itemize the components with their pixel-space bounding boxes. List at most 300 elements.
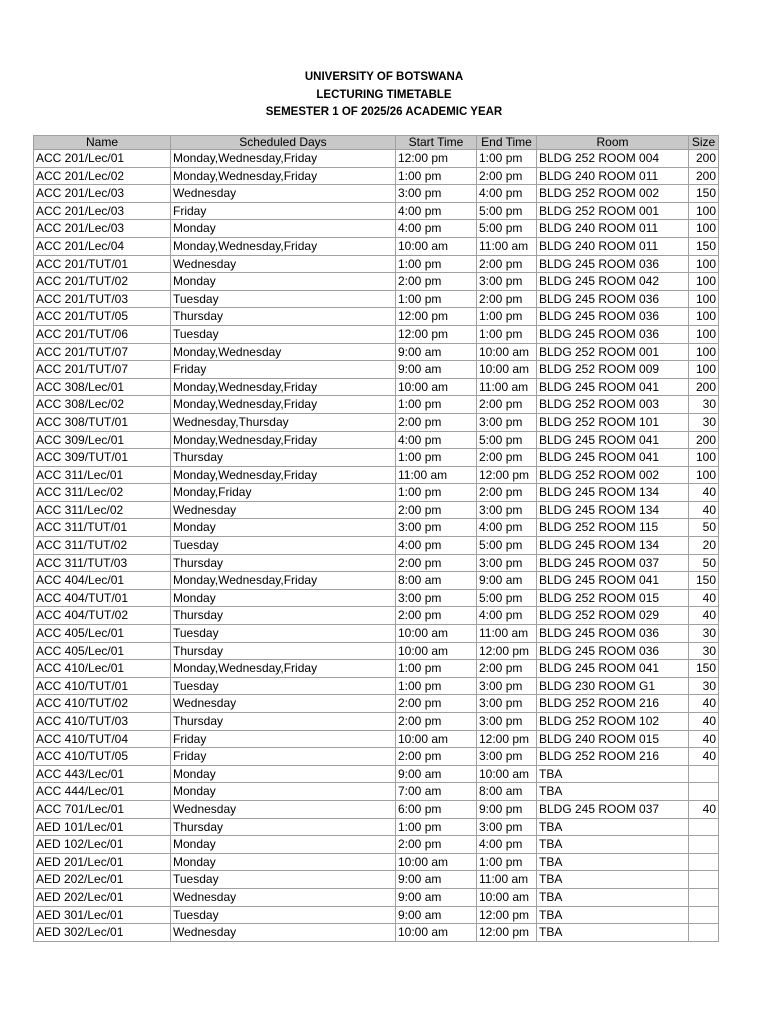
end-time-cell: 2:00 pm (477, 167, 537, 185)
start-time-cell: 4:00 pm (396, 431, 477, 449)
size-cell: 100 (689, 343, 719, 361)
room-cell: BLDG 245 ROOM 041 (537, 449, 689, 467)
end-time-cell: 2:00 pm (477, 484, 537, 502)
start-time-cell: 1:00 pm (396, 396, 477, 414)
scheduled-days-cell: Tuesday (171, 677, 396, 695)
course-name-cell: AED 102/Lec/01 (34, 836, 171, 854)
course-name-cell: ACC 201/TUT/06 (34, 325, 171, 343)
start-time-cell: 10:00 am (396, 853, 477, 871)
table-row (34, 607, 719, 625)
end-time-cell: 10:00 am (477, 765, 537, 783)
end-time-cell: 12:00 pm (477, 642, 537, 660)
course-name-cell: AED 101/Lec/01 (34, 818, 171, 836)
room-cell: BLDG 252 ROOM 003 (537, 396, 689, 414)
table-row (34, 906, 719, 924)
course-name-cell: ACC 311/TUT/03 (34, 554, 171, 572)
table-row (34, 255, 719, 273)
course-name-cell: ACC 201/TUT/02 (34, 273, 171, 291)
room-cell: BLDG 252 ROOM 115 (537, 519, 689, 537)
scheduled-days-cell: Wednesday (171, 185, 396, 203)
end-time-cell: 4:00 pm (477, 836, 537, 854)
scheduled-days-cell: Monday,Wednesday,Friday (171, 396, 396, 414)
size-cell (689, 906, 719, 924)
start-time-cell: 1:00 pm (396, 660, 477, 678)
size-cell: 40 (689, 501, 719, 519)
course-name-cell: ACC 201/TUT/03 (34, 290, 171, 308)
scheduled-days-cell: Thursday (171, 449, 396, 467)
room-cell: TBA (537, 924, 689, 942)
start-time-cell: 10:00 am (396, 730, 477, 748)
course-name-cell: AED 302/Lec/01 (34, 924, 171, 942)
course-name-cell: ACC 404/TUT/02 (34, 607, 171, 625)
start-time-cell: 1:00 pm (396, 255, 477, 273)
table-row (34, 325, 719, 343)
scheduled-days-cell: Wednesday (171, 924, 396, 942)
start-time-cell: 11:00 am (396, 466, 477, 484)
course-name-cell: ACC 201/Lec/03 (34, 202, 171, 220)
course-name-cell: ACC 410/TUT/03 (34, 713, 171, 731)
room-cell: BLDG 245 ROOM 036 (537, 642, 689, 660)
size-cell: 30 (689, 396, 719, 414)
column-header-name: Name (34, 136, 171, 150)
course-name-cell: AED 202/Lec/01 (34, 871, 171, 889)
end-time-cell: 5:00 pm (477, 537, 537, 555)
start-time-cell: 9:00 am (396, 871, 477, 889)
size-cell: 40 (689, 713, 719, 731)
room-cell: BLDG 252 ROOM 102 (537, 713, 689, 731)
room-cell: BLDG 240 ROOM 011 (537, 167, 689, 185)
scheduled-days-cell: Tuesday (171, 325, 396, 343)
course-name-cell: ACC 444/Lec/01 (34, 783, 171, 801)
start-time-cell: 12:00 pm (396, 308, 477, 326)
scheduled-days-cell: Thursday (171, 308, 396, 326)
size-cell: 100 (689, 220, 719, 238)
scheduled-days-cell: Tuesday (171, 625, 396, 643)
size-cell: 200 (689, 431, 719, 449)
end-time-cell: 1:00 pm (477, 325, 537, 343)
scheduled-days-cell: Friday (171, 361, 396, 379)
end-time-cell: 4:00 pm (477, 185, 537, 203)
size-cell: 200 (689, 167, 719, 185)
size-cell: 40 (689, 800, 719, 818)
end-time-cell: 5:00 pm (477, 431, 537, 449)
size-cell: 100 (689, 361, 719, 379)
table-row (34, 501, 719, 519)
end-time-cell: 3:00 pm (477, 501, 537, 519)
table-row (34, 396, 719, 414)
room-cell: BLDG 252 ROOM 004 (537, 150, 689, 168)
document-header (0, 69, 768, 122)
start-time-cell: 2:00 pm (396, 713, 477, 731)
table-row (34, 290, 719, 308)
scheduled-days-cell: Monday,Wednesday,Friday (171, 660, 396, 678)
scheduled-days-cell: Monday,Friday (171, 484, 396, 502)
size-cell: 50 (689, 519, 719, 537)
course-name-cell: ACC 201/TUT/05 (34, 308, 171, 326)
start-time-cell: 9:00 am (396, 906, 477, 924)
column-header-start-time: Start Time (396, 136, 477, 150)
table-row (34, 783, 719, 801)
course-name-cell: AED 201/Lec/01 (34, 853, 171, 871)
scheduled-days-cell: Wednesday,Thursday (171, 413, 396, 431)
course-name-cell: ACC 201/TUT/07 (34, 361, 171, 379)
course-name-cell: ACC 405/Lec/01 (34, 625, 171, 643)
size-cell: 20 (689, 537, 719, 555)
size-cell (689, 765, 719, 783)
room-cell: BLDG 245 ROOM 134 (537, 501, 689, 519)
room-cell: TBA (537, 871, 689, 889)
room-cell: TBA (537, 783, 689, 801)
start-time-cell: 2:00 pm (396, 836, 477, 854)
scheduled-days-cell: Monday (171, 765, 396, 783)
end-time-cell: 12:00 pm (477, 466, 537, 484)
start-time-cell: 8:00 am (396, 572, 477, 590)
size-cell: 40 (689, 589, 719, 607)
size-cell: 40 (689, 484, 719, 502)
scheduled-days-cell: Friday (171, 730, 396, 748)
start-time-cell: 2:00 pm (396, 607, 477, 625)
end-time-cell: 3:00 pm (477, 554, 537, 572)
end-time-cell: 4:00 pm (477, 607, 537, 625)
end-time-cell: 2:00 pm (477, 255, 537, 273)
room-cell: BLDG 245 ROOM 042 (537, 273, 689, 291)
table-row (34, 273, 719, 291)
table-row (34, 378, 719, 396)
start-time-cell: 7:00 am (396, 783, 477, 801)
table-row (34, 695, 719, 713)
end-time-cell: 11:00 am (477, 237, 537, 255)
start-time-cell: 9:00 am (396, 765, 477, 783)
scheduled-days-cell: Thursday (171, 642, 396, 660)
course-name-cell: ACC 410/TUT/05 (34, 748, 171, 766)
room-cell: BLDG 245 ROOM 037 (537, 554, 689, 572)
scheduled-days-cell: Monday,Wednesday,Friday (171, 466, 396, 484)
room-cell: BLDG 245 ROOM 036 (537, 625, 689, 643)
start-time-cell: 1:00 pm (396, 484, 477, 502)
size-cell: 30 (689, 413, 719, 431)
size-cell (689, 783, 719, 801)
room-cell: BLDG 252 ROOM 001 (537, 202, 689, 220)
table-row (34, 167, 719, 185)
start-time-cell: 10:00 am (396, 924, 477, 942)
room-cell: BLDG 252 ROOM 001 (537, 343, 689, 361)
table-row (34, 554, 719, 572)
end-time-cell: 8:00 am (477, 783, 537, 801)
scheduled-days-cell: Monday,Wednesday,Friday (171, 167, 396, 185)
scheduled-days-cell: Monday (171, 783, 396, 801)
course-name-cell: ACC 201/Lec/04 (34, 237, 171, 255)
start-time-cell: 12:00 pm (396, 325, 477, 343)
size-cell: 100 (689, 273, 719, 291)
end-time-cell: 5:00 pm (477, 589, 537, 607)
size-cell: 40 (689, 695, 719, 713)
scheduled-days-cell: Tuesday (171, 290, 396, 308)
size-cell: 150 (689, 572, 719, 590)
size-cell: 40 (689, 748, 719, 766)
scheduled-days-cell: Monday,Wednesday,Friday (171, 431, 396, 449)
end-time-cell: 3:00 pm (477, 413, 537, 431)
course-name-cell: ACC 309/Lec/01 (34, 431, 171, 449)
size-cell (689, 888, 719, 906)
table-row (34, 924, 719, 942)
course-name-cell: ACC 201/Lec/02 (34, 167, 171, 185)
course-name-cell: ACC 410/TUT/02 (34, 695, 171, 713)
course-name-cell: ACC 308/TUT/01 (34, 413, 171, 431)
course-name-cell: ACC 308/Lec/02 (34, 396, 171, 414)
start-time-cell: 1:00 pm (396, 167, 477, 185)
end-time-cell: 3:00 pm (477, 748, 537, 766)
scheduled-days-cell: Tuesday (171, 537, 396, 555)
size-cell: 50 (689, 554, 719, 572)
end-time-cell: 4:00 pm (477, 519, 537, 537)
table-row (34, 220, 719, 238)
start-time-cell: 12:00 pm (396, 150, 477, 168)
table-row (34, 677, 719, 695)
end-time-cell: 12:00 pm (477, 906, 537, 924)
course-name-cell: ACC 311/Lec/02 (34, 484, 171, 502)
table-row (34, 888, 719, 906)
end-time-cell: 10:00 am (477, 888, 537, 906)
room-cell: BLDG 252 ROOM 002 (537, 185, 689, 203)
scheduled-days-cell: Monday,Wednesday,Friday (171, 378, 396, 396)
room-cell: BLDG 252 ROOM 002 (537, 466, 689, 484)
table-row (34, 519, 719, 537)
table-row (34, 589, 719, 607)
end-time-cell: 2:00 pm (477, 449, 537, 467)
scheduled-days-cell: Monday (171, 589, 396, 607)
table-row (34, 361, 719, 379)
room-cell: BLDG 252 ROOM 015 (537, 589, 689, 607)
scheduled-days-cell: Tuesday (171, 871, 396, 889)
start-time-cell: 9:00 am (396, 361, 477, 379)
start-time-cell: 3:00 pm (396, 589, 477, 607)
room-cell: BLDG 240 ROOM 011 (537, 237, 689, 255)
scheduled-days-cell: Tuesday (171, 906, 396, 924)
table-row (34, 800, 719, 818)
course-name-cell: ACC 311/Lec/02 (34, 501, 171, 519)
scheduled-days-cell: Thursday (171, 554, 396, 572)
table-row (34, 818, 719, 836)
column-header-scheduled-days: Scheduled Days (171, 136, 396, 150)
scheduled-days-cell: Monday,Wednesday (171, 343, 396, 361)
table-row (34, 625, 719, 643)
column-header-size: Size (689, 136, 719, 150)
room-cell: BLDG 245 ROOM 134 (537, 537, 689, 555)
table-row (34, 660, 719, 678)
size-cell: 100 (689, 466, 719, 484)
header-row (34, 136, 719, 150)
end-time-cell: 11:00 am (477, 871, 537, 889)
table-row (34, 308, 719, 326)
size-cell: 150 (689, 237, 719, 255)
size-cell: 100 (689, 325, 719, 343)
end-time-cell: 5:00 pm (477, 202, 537, 220)
start-time-cell: 2:00 pm (396, 413, 477, 431)
size-cell: 200 (689, 150, 719, 168)
table-row (34, 413, 719, 431)
scheduled-days-cell: Monday (171, 836, 396, 854)
start-time-cell: 1:00 pm (396, 449, 477, 467)
room-cell: BLDG 245 ROOM 036 (537, 255, 689, 273)
table-row (34, 449, 719, 467)
start-time-cell: 2:00 pm (396, 695, 477, 713)
course-name-cell: ACC 404/Lec/01 (34, 572, 171, 590)
scheduled-days-cell: Thursday (171, 713, 396, 731)
size-cell (689, 818, 719, 836)
end-time-cell: 3:00 pm (477, 818, 537, 836)
table-row (34, 730, 719, 748)
size-cell: 150 (689, 660, 719, 678)
table-row (34, 642, 719, 660)
start-time-cell: 9:00 am (396, 888, 477, 906)
start-time-cell: 4:00 pm (396, 220, 477, 238)
course-name-cell: ACC 410/TUT/01 (34, 677, 171, 695)
course-name-cell: ACC 405/Lec/01 (34, 642, 171, 660)
course-name-cell: ACC 443/Lec/01 (34, 765, 171, 783)
course-name-cell: ACC 201/Lec/03 (34, 185, 171, 203)
university-title: UNIVERSITY OF BOTSWANA (304, 71, 464, 83)
room-cell: TBA (537, 853, 689, 871)
course-name-cell: ACC 308/Lec/01 (34, 378, 171, 396)
scheduled-days-cell: Monday (171, 519, 396, 537)
course-name-cell: AED 301/Lec/01 (34, 906, 171, 924)
table-row (34, 237, 719, 255)
size-cell: 150 (689, 185, 719, 203)
scheduled-days-cell: Wednesday (171, 255, 396, 273)
course-name-cell: ACC 309/TUT/01 (34, 449, 171, 467)
scheduled-days-cell: Wednesday (171, 888, 396, 906)
table-row (34, 431, 719, 449)
semester-title: SEMESTER 1 OF 2025/26 ACADEMIC YEAR (265, 106, 503, 118)
end-time-cell: 9:00 am (477, 572, 537, 590)
scheduled-days-cell: Friday (171, 202, 396, 220)
course-name-cell: ACC 201/Lec/01 (34, 150, 171, 168)
end-time-cell: 3:00 pm (477, 695, 537, 713)
end-time-cell: 2:00 pm (477, 290, 537, 308)
end-time-cell: 10:00 am (477, 361, 537, 379)
course-name-cell: ACC 410/TUT/04 (34, 730, 171, 748)
course-name-cell: ACC 201/TUT/07 (34, 343, 171, 361)
end-time-cell: 2:00 pm (477, 660, 537, 678)
size-cell: 30 (689, 642, 719, 660)
size-cell: 100 (689, 449, 719, 467)
end-time-cell: 10:00 am (477, 343, 537, 361)
end-time-cell: 1:00 pm (477, 150, 537, 168)
table-row (34, 713, 719, 731)
room-cell: BLDG 245 ROOM 037 (537, 800, 689, 818)
room-cell: TBA (537, 906, 689, 924)
room-cell: BLDG 240 ROOM 011 (537, 220, 689, 238)
timetable-body (34, 150, 719, 942)
size-cell (689, 853, 719, 871)
column-header-room: Room (537, 136, 689, 150)
scheduled-days-cell: Friday (171, 748, 396, 766)
start-time-cell: 10:00 am (396, 237, 477, 255)
table-row (34, 572, 719, 590)
end-time-cell: 1:00 pm (477, 308, 537, 326)
course-name-cell: ACC 311/Lec/01 (34, 466, 171, 484)
table-row (34, 466, 719, 484)
room-cell: BLDG 245 ROOM 134 (537, 484, 689, 502)
scheduled-days-cell: Thursday (171, 818, 396, 836)
end-time-cell: 11:00 am (477, 378, 537, 396)
end-time-cell: 3:00 pm (477, 677, 537, 695)
scheduled-days-cell: Monday,Wednesday,Friday (171, 237, 396, 255)
size-cell: 100 (689, 255, 719, 273)
room-cell: BLDG 245 ROOM 041 (537, 378, 689, 396)
start-time-cell: 1:00 pm (396, 290, 477, 308)
end-time-cell: 9:00 pm (477, 800, 537, 818)
scheduled-days-cell: Monday,Wednesday,Friday (171, 150, 396, 168)
table-row (34, 150, 719, 168)
course-name-cell: ACC 410/Lec/01 (34, 660, 171, 678)
start-time-cell: 9:00 am (396, 343, 477, 361)
start-time-cell: 1:00 pm (396, 677, 477, 695)
size-cell (689, 871, 719, 889)
start-time-cell: 10:00 am (396, 378, 477, 396)
start-time-cell: 10:00 am (396, 625, 477, 643)
room-cell: TBA (537, 888, 689, 906)
size-cell: 100 (689, 290, 719, 308)
end-time-cell: 12:00 pm (477, 924, 537, 942)
room-cell: BLDG 245 ROOM 041 (537, 431, 689, 449)
room-cell: BLDG 230 ROOM G1 (537, 677, 689, 695)
table-row (34, 343, 719, 361)
start-time-cell: 2:00 pm (396, 748, 477, 766)
scheduled-days-cell: Monday (171, 273, 396, 291)
course-name-cell: ACC 404/TUT/01 (34, 589, 171, 607)
start-time-cell: 3:00 pm (396, 185, 477, 203)
end-time-cell: 2:00 pm (477, 396, 537, 414)
scheduled-days-cell: Wednesday (171, 800, 396, 818)
room-cell: BLDG 245 ROOM 036 (537, 325, 689, 343)
scheduled-days-cell: Thursday (171, 607, 396, 625)
table-row (34, 202, 719, 220)
end-time-cell: 11:00 am (477, 625, 537, 643)
room-cell: BLDG 245 ROOM 041 (537, 572, 689, 590)
start-time-cell: 2:00 pm (396, 273, 477, 291)
table-row (34, 748, 719, 766)
table-row (34, 537, 719, 555)
room-cell: BLDG 245 ROOM 036 (537, 308, 689, 326)
start-time-cell: 2:00 pm (396, 554, 477, 572)
room-cell: BLDG 252 ROOM 216 (537, 695, 689, 713)
start-time-cell: 4:00 pm (396, 202, 477, 220)
room-cell: BLDG 252 ROOM 029 (537, 607, 689, 625)
room-cell: BLDG 245 ROOM 036 (537, 290, 689, 308)
start-time-cell: 6:00 pm (396, 800, 477, 818)
start-time-cell: 4:00 pm (396, 537, 477, 555)
column-header-end-time: End Time (477, 136, 537, 150)
table-row (34, 836, 719, 854)
size-cell (689, 836, 719, 854)
size-cell (689, 924, 719, 942)
size-cell: 40 (689, 730, 719, 748)
end-time-cell: 12:00 pm (477, 730, 537, 748)
end-time-cell: 3:00 pm (477, 713, 537, 731)
timetable-table (33, 135, 719, 942)
room-cell: TBA (537, 765, 689, 783)
table-row (34, 871, 719, 889)
room-cell: TBA (537, 836, 689, 854)
room-cell: BLDG 245 ROOM 041 (537, 660, 689, 678)
scheduled-days-cell: Monday (171, 220, 396, 238)
size-cell: 30 (689, 677, 719, 695)
course-name-cell: ACC 201/TUT/01 (34, 255, 171, 273)
size-cell: 30 (689, 625, 719, 643)
course-name-cell: AED 202/Lec/01 (34, 888, 171, 906)
scheduled-days-cell: Monday,Wednesday,Friday (171, 572, 396, 590)
